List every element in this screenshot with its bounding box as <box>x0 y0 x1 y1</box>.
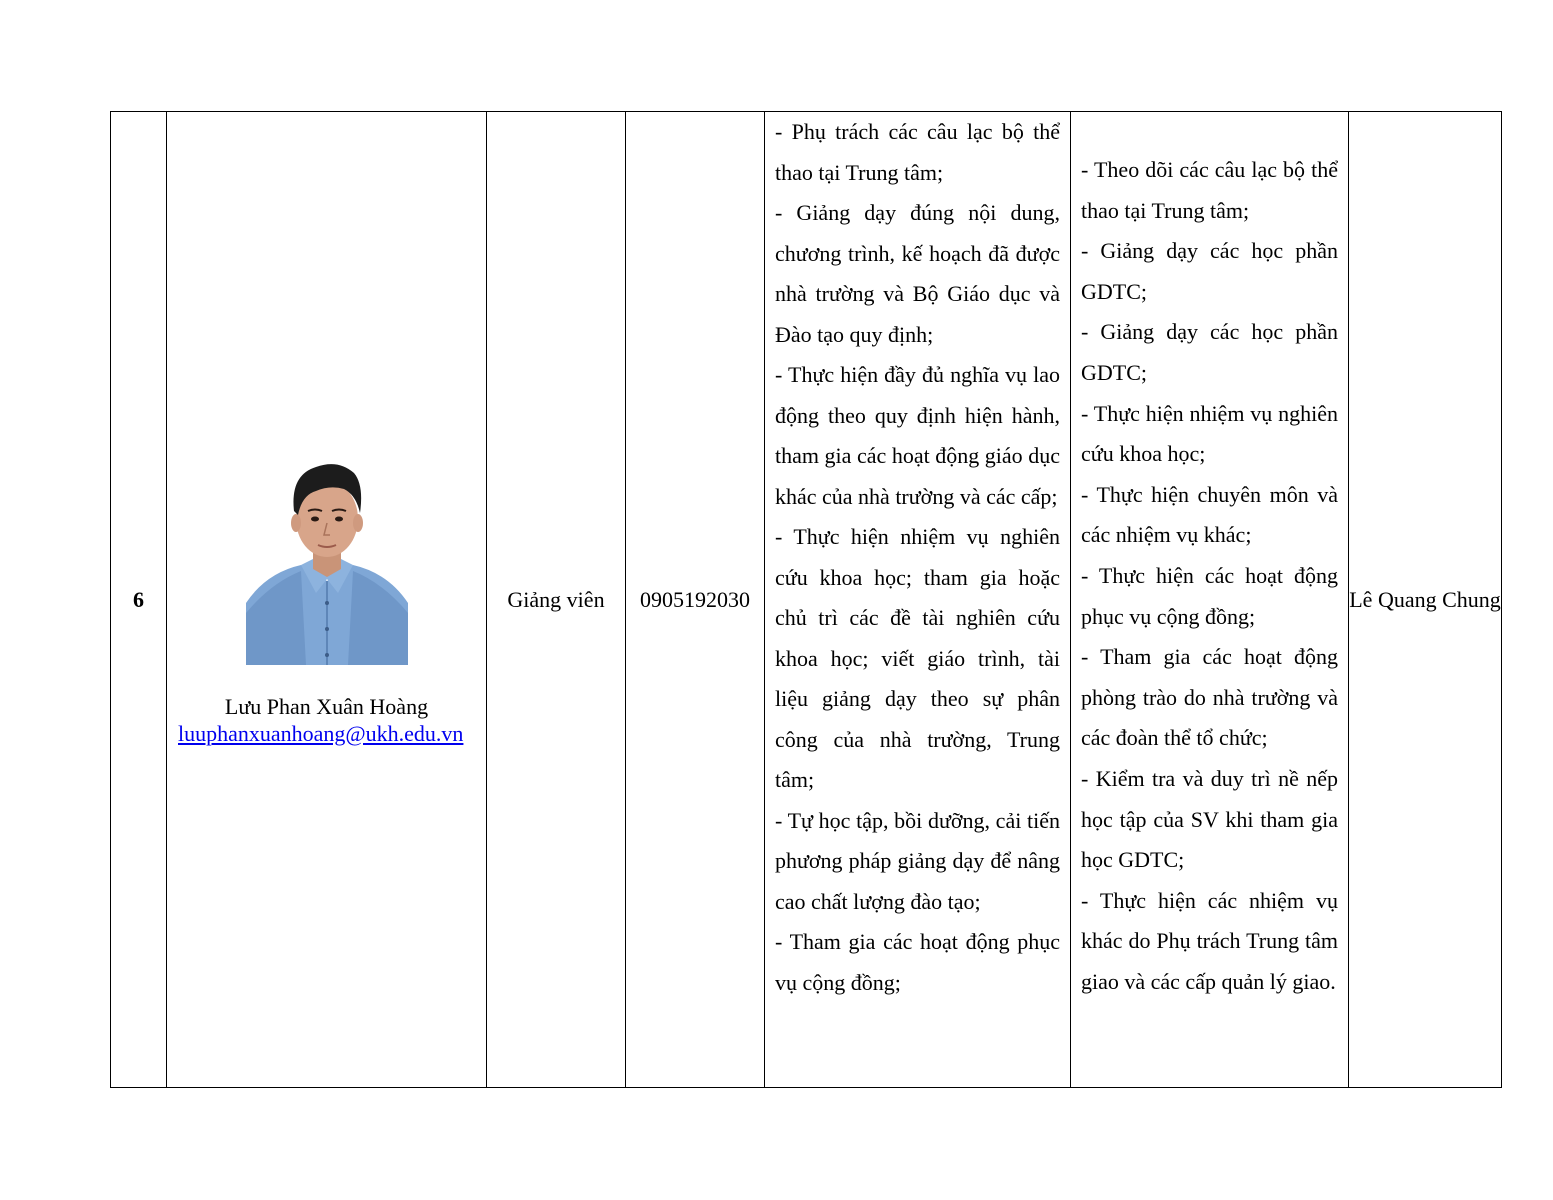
manager-cell <box>1349 112 1502 1088</box>
phone-cell: 0905192030 <box>626 112 765 1088</box>
person-name: Lưu Phan Xuân Hoàng <box>224 693 429 719</box>
task-item: - Giảng dạy các học phần GDTC; <box>1081 319 1338 385</box>
task-item: - Thực hiện các nhiệm vụ khác do Phụ trách Trung tâm giao và các cấp quản lý giao. <box>1081 887 1338 994</box>
portrait-icon <box>246 453 408 665</box>
task-item: - Theo dõi các câu lạc bộ thể thao tại Trung tâm; <box>1081 157 1338 223</box>
position-cell: Giảng viên <box>487 112 626 1088</box>
stt-cell: 6 <box>111 112 167 1088</box>
duty-item: - Tham gia các hoạt động phục vụ cộng đồng; <box>775 929 1060 995</box>
duty-item: - Thực hiện nhiệm vụ nghiên cứu khoa học; tham gia hoặc chủ trì các đề tài nghiên cứu khoa học; viết giáo trình, tài liệu giảng dạy theo sự phân công của nhà trường, Trung tâm; <box>775 524 1060 792</box>
task-item: - Kiểm tra và duy trì nề nếp học tập của SV khi tham gia học GDTC; <box>1081 765 1338 873</box>
tasks-cell <box>1071 112 1349 1088</box>
task-item: - Thực hiện các hoạt động phục vụ cộng đồng; <box>1081 562 1338 629</box>
table-row <box>111 112 1502 1088</box>
person-cell <box>167 112 487 1088</box>
portrait-photo <box>246 453 408 665</box>
task-item: - Tham gia các hoạt động phòng trào do nhà trường và các đoàn thể tổ chức; <box>1081 644 1338 751</box>
duty-item: - Giảng dạy đúng nội dung, chương trình, kế hoạch đã được nhà trường và Bộ Giáo dục và Đào tạo quy định; <box>775 200 1060 347</box>
duty-item: - Tự học tập, bồi dưỡng, cải tiến phương pháp giảng dạy để nâng cao chất lượng đào tạo; <box>775 807 1060 914</box>
staff-table <box>110 111 1502 1088</box>
duty-item: - Phụ trách các câu lạc bộ thể thao tại Trung tâm; <box>775 119 1060 185</box>
task-item: - Giảng dạy các học phần GDTC; <box>1081 238 1338 304</box>
duty-item: - Thực hiện đầy đủ nghĩa vụ lao động theo quy định hiện hành, tham gia các hoạt động giáo dục khác của nhà trường và các cấp; <box>775 362 1060 509</box>
person-email-link[interactable]: luuphanxuanhoang@ukh.edu.vn <box>178 720 464 746</box>
duties-list <box>765 112 1070 1003</box>
tasks-list <box>1071 112 1348 1002</box>
manager-name: Lê Quang Chung <box>1349 587 1501 612</box>
task-item: - Thực hiện nhiệm vụ nghiên cứu khoa học; <box>1081 400 1338 467</box>
task-item: - Thực hiện chuyên môn và các nhiệm vụ khác; <box>1081 481 1338 548</box>
duties-cell <box>765 112 1071 1088</box>
